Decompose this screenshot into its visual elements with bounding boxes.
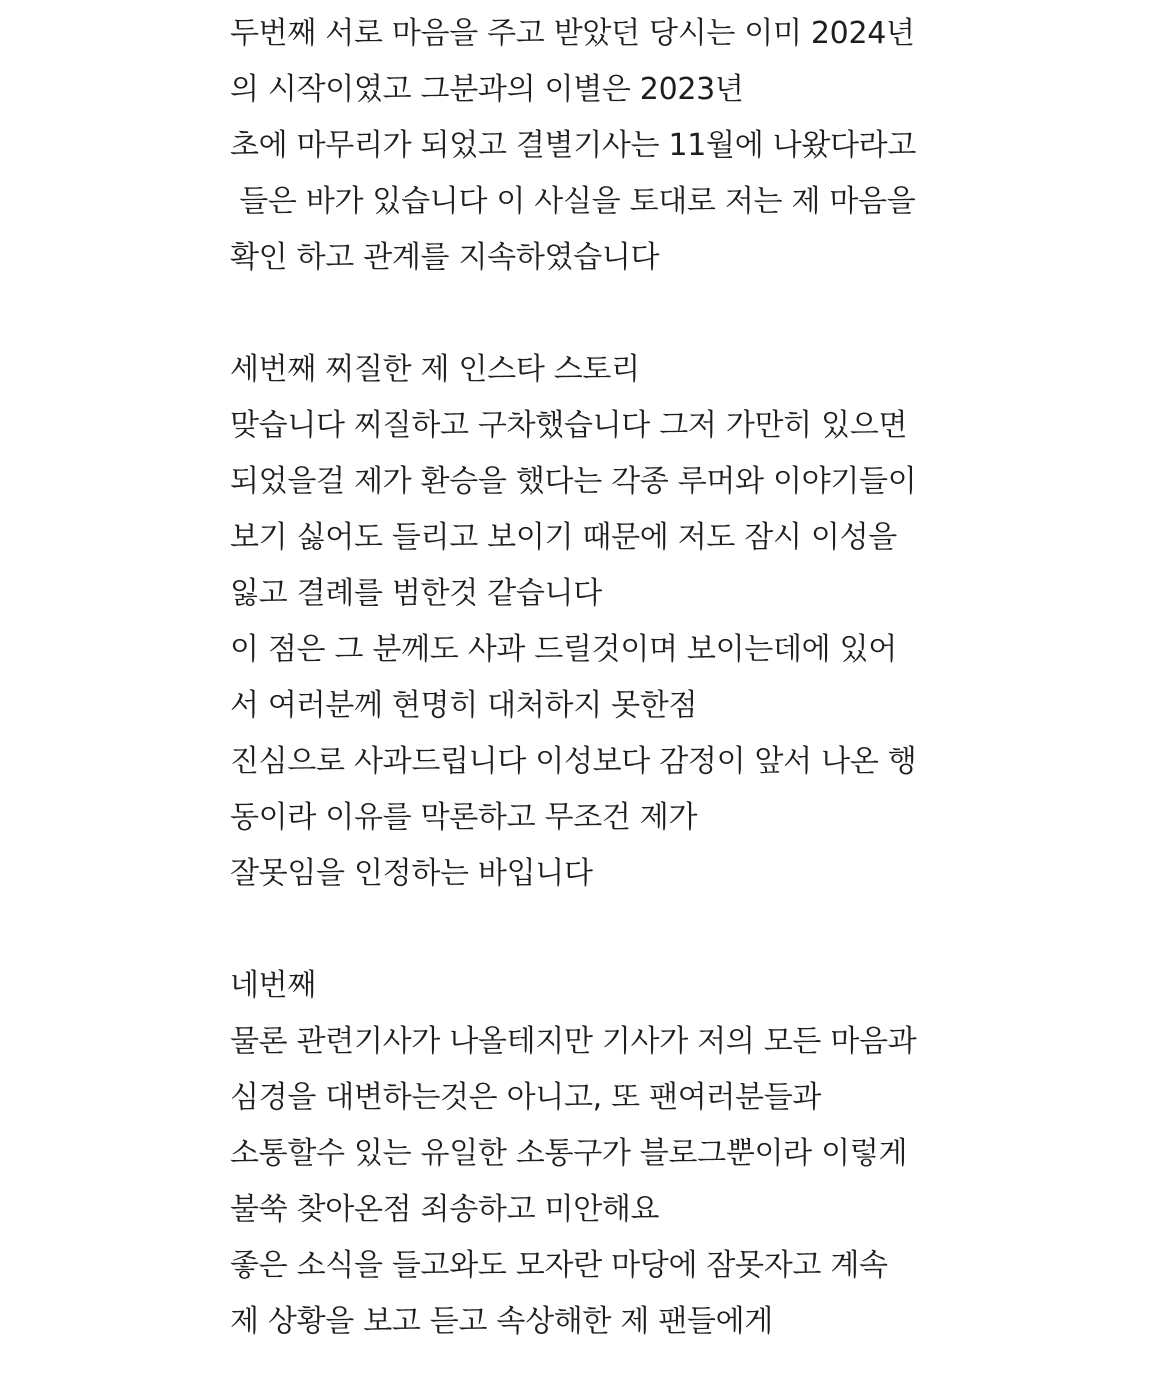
- text-line: 두번째 서로 마음을 주고 받았던 당시는 이미 2024년: [230, 16, 915, 51]
- paragraph-third: [230, 342, 950, 902]
- text-line: 불쑥 찾아온점 죄송하고 미안해요: [230, 1192, 660, 1227]
- text-line: 맞습니다 찌질하고 구차했습니다 그저 가만히 있으면: [230, 408, 908, 443]
- text-line: 들은 바가 있습니다 이 사실을 토대로 저는 제 마음을: [230, 184, 916, 219]
- text-line: 보기 싫어도 들리고 보이기 때문에 저도 잠시 이성을: [230, 520, 897, 555]
- text-line: 잃고 결례를 범한것 같습니다: [230, 576, 602, 611]
- text-line: 소통할수 있는 유일한 소통구가 블로그뿐이라 이렇게: [230, 1136, 908, 1171]
- section-heading: 네번째: [230, 968, 317, 1003]
- text-line: 좋은 소식을 들고와도 모자란 마당에 잠못자고 계속: [230, 1248, 888, 1283]
- text-line: 초에 마무리가 되었고 결별기사는 11월에 나왔다라고: [230, 128, 917, 163]
- text-line: 확인 하고 관계를 지속하였습니다: [230, 240, 660, 275]
- text-line: 의 시작이였고 그분과의 이별은 2023년: [230, 72, 744, 107]
- text-line: 서 여러분께 현명히 대처하지 못한점: [230, 688, 698, 723]
- text-line: 물론 관련기사가 나올테지만 기사가 저의 모든 마음과: [230, 1024, 917, 1059]
- paragraph-fourth: [230, 958, 950, 1350]
- text-line: 진심으로 사과드립니다 이성보다 감정이 앞서 나온 행: [230, 744, 917, 779]
- text-line: 제 상황을 보고 듣고 속상해한 제 팬들에게: [230, 1304, 773, 1339]
- paragraph-second: [230, 6, 950, 286]
- text-line: 잘못임을 인정하는 바입니다: [230, 856, 593, 891]
- paragraph-spacer: [230, 902, 950, 958]
- text-line: 이 점은 그 분께도 사과 드릴것이며 보이는데에 있어: [230, 632, 897, 667]
- paragraph-spacer: [230, 286, 950, 342]
- text-line: 동이라 이유를 막론하고 무조건 제가: [230, 800, 698, 835]
- statement-text: [230, 6, 950, 1350]
- text-line: 심경을 대변하는것은 아니고, 또 팬여러분들과: [230, 1080, 822, 1115]
- text-line: 되었을걸 제가 환승을 했다는 각종 루머와 이야기들이: [230, 464, 917, 499]
- section-heading: 세번째 찌질한 제 인스타 스토리: [230, 352, 640, 387]
